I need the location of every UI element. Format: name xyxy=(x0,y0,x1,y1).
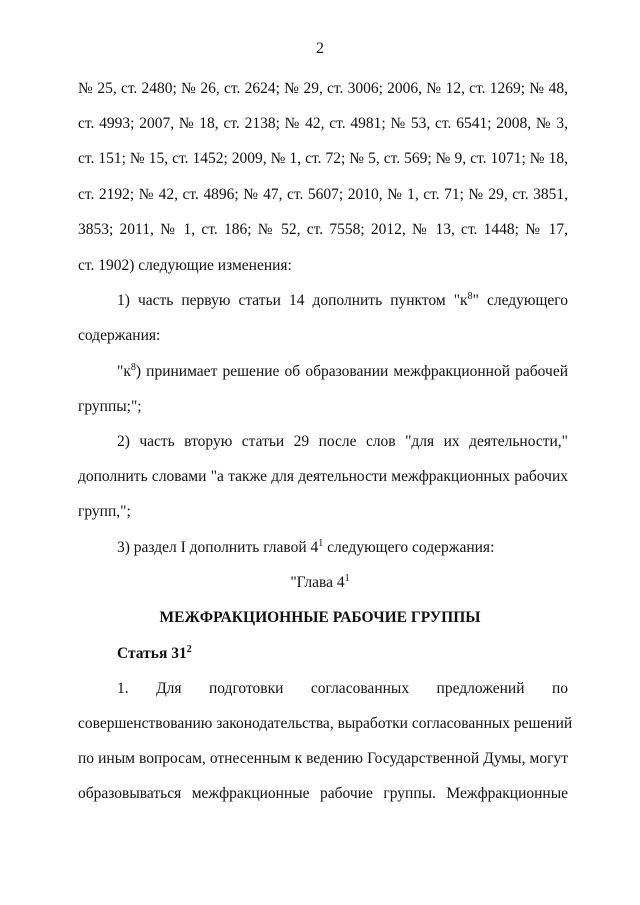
text-line: № 25, ст. 2480; № 26, ст. 2624; № 29, ст. 3006; 2006, № 12, ст. 1269; № 48, xyxy=(78,80,568,97)
text-fragment: 3) раздел I дополнить главой 4 xyxy=(117,539,319,556)
superscript: 1 xyxy=(344,572,350,584)
amendment-item-1 xyxy=(117,292,568,310)
text-line: ст. 2192; № 42, ст. 4896; № 47, ст. 5607; 2010, № 1, ст. 71; № 29, ст. 3851, xyxy=(78,186,568,203)
text-line: содержания: xyxy=(78,327,161,344)
superscript: 8 xyxy=(130,361,136,373)
text-fragment: " следующего xyxy=(472,292,569,309)
text-fragment: следующего содержания: xyxy=(323,539,495,556)
text-fragment: "к xyxy=(117,363,131,380)
text-fragment: 1) часть первую статьи 14 дополнить пунктом "к xyxy=(117,292,468,309)
text-line: 3853; 2011, № 1, ст. 186; № 52, ст. 7558; 2012, № 13, ст. 1448; № 17, xyxy=(78,221,568,238)
text-line: групп,"; xyxy=(78,503,131,520)
chapter-heading: МЕЖФРАКЦИОННЫЕ РАБОЧИЕ ГРУППЫ xyxy=(159,609,481,626)
text-line: ст. 4993; 2007, № 18, ст. 2138; № 42, ст. 4981; № 53, ст. 6541; 2008, № 3, xyxy=(78,115,568,132)
amendment-item-3 xyxy=(117,539,568,557)
chapter-title xyxy=(0,574,640,592)
amendment-item-2: 2) часть вторую статьи 29 после слов "для их деятельности," xyxy=(117,433,568,450)
quoted-clause xyxy=(117,363,568,381)
text-line: ст. 1902) следующие изменения: xyxy=(78,257,292,274)
article-heading xyxy=(117,645,568,663)
text-line: образовываться межфракционные рабочие группы. Межфракционные xyxy=(78,785,568,802)
superscript: 8 xyxy=(467,290,473,302)
text-fragment: "Глава 4 xyxy=(290,574,345,591)
text-line: дополнить словами "а также для деятельности межфракционных рабочих xyxy=(78,468,568,485)
text-line: ст. 151; № 15, ст. 1452; 2009, № 1, ст. 72; № 5, ст. 569; № 9, ст. 1071; № 18, xyxy=(78,150,568,167)
text-fragment: ) принимает решение об образовании межфракционной рабочей xyxy=(135,363,568,380)
text-line: по иным вопросам, отнесенным к ведению Государственной Думы, могут xyxy=(78,750,568,767)
text-line: совершенствованию законодательства, выработки согласованных решений xyxy=(78,715,573,732)
page-number: 2 xyxy=(316,40,324,57)
superscript: 1 xyxy=(318,537,324,549)
superscript: 2 xyxy=(186,643,192,655)
text-line: группы;"; xyxy=(78,398,142,415)
text-fragment: Статья 31 xyxy=(117,645,187,662)
article-paragraph: 1. Для подготовки согласованных предложений по xyxy=(117,680,568,697)
